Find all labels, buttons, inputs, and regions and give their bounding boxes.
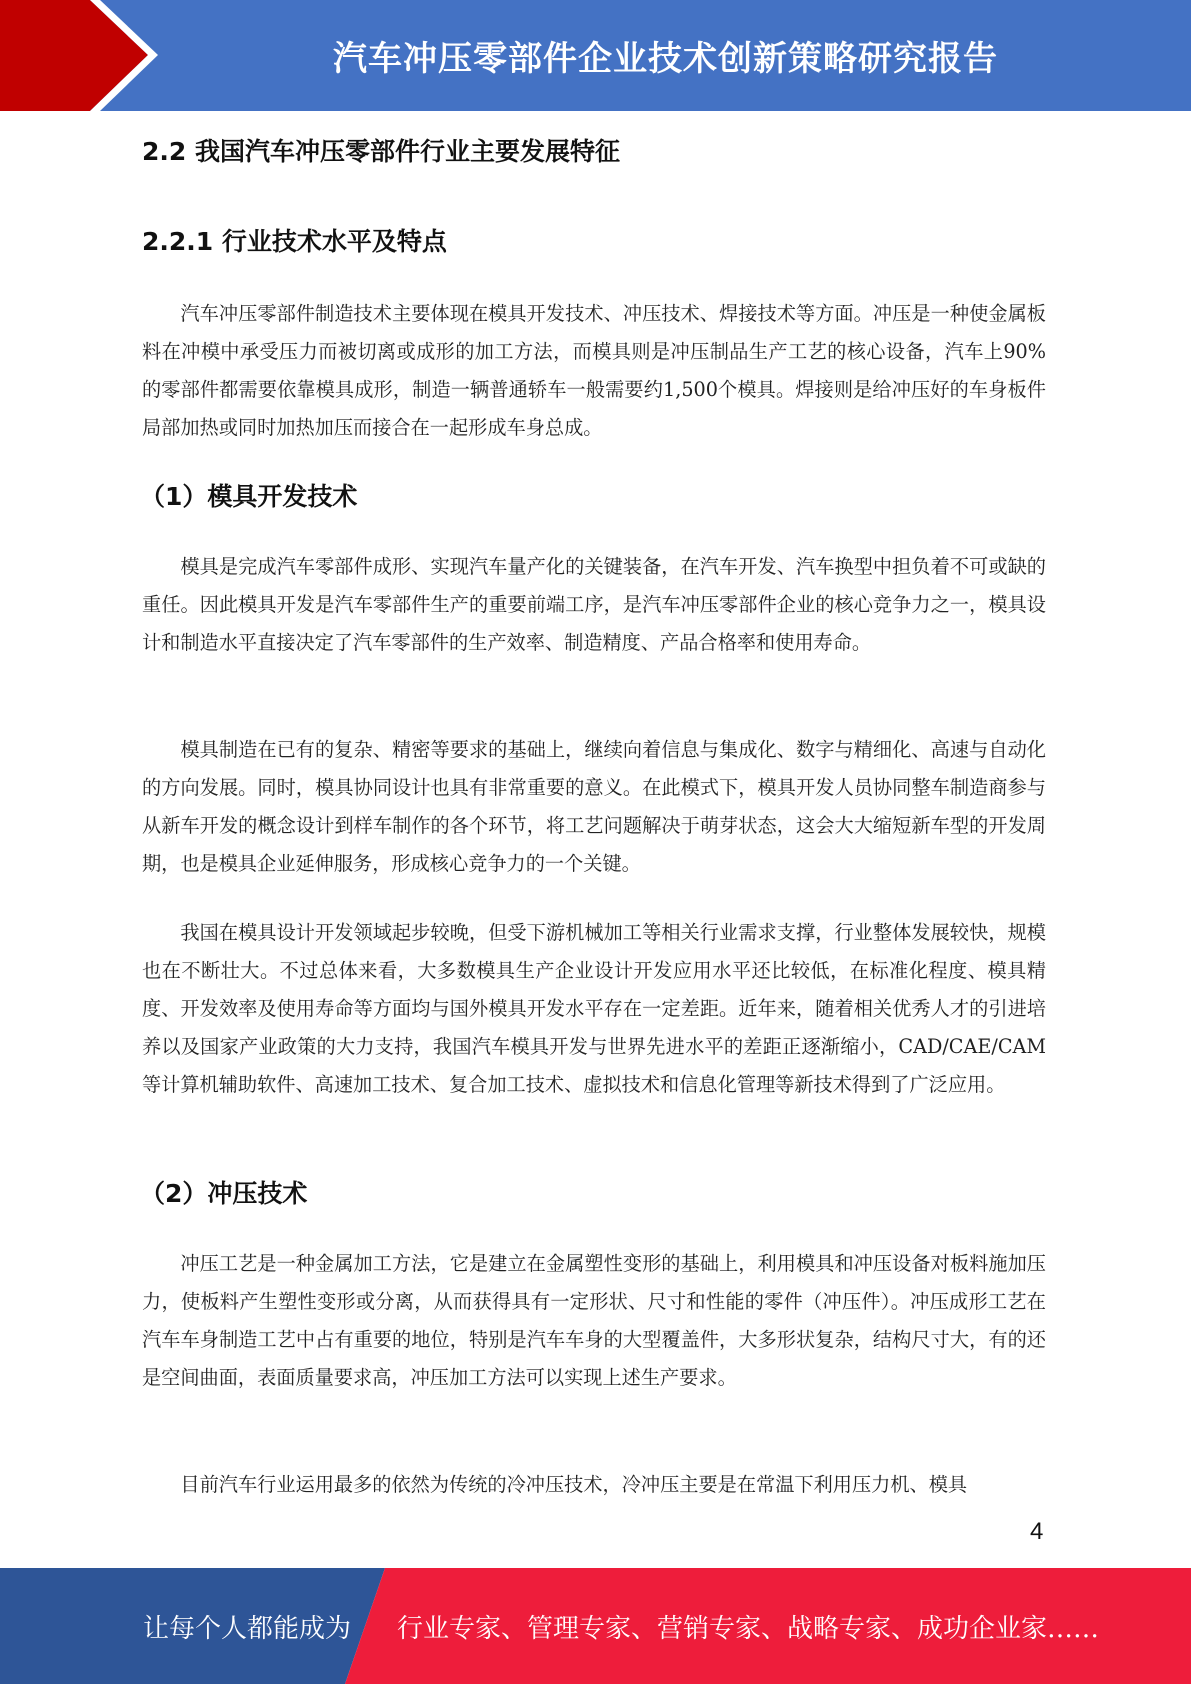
paragraph-intro: 汽车冲压零部件制造技术主要体现在模具开发技术、冲压技术、焊接技术等方面。冲压是一种使金属板料在冲模中承受压力而被切离或成形的加工方法，而模具则是冲压制品生产工艺的核心设备，汽车上90%的零部件都需要依靠模具成形，制造一辆普通轿车一般需要约1,500个模具。焊接则是给冲压好的车身板件局部加热或同时加热加压而接合在一起形成车身总成。 [142, 302, 1046, 439]
section-heading-2-2: 2.2 我国汽车冲压零部件行业主要发展特征 [142, 137, 620, 166]
paragraph-mold-3: 我国在模具设计开发领域起步较晚，但受下游机械加工等相关行业需求支撑，行业整体发展较快，规模也在不断壮大。不过总体来看，大多数模具生产企业设计开发应用水平还比较低，在标准化程度、模具精度、开发效率及使用寿命等方面均与国外模具开发水平存在一定差距。近年来，随着相关优秀人才的引进培养以及国家产业政策的大力支持，我国汽车模具开发与世界先进水平的差距正逐渐缩小，CAD/CAE/CAM等计算机辅助软件、高速加工技术、复合加工技术、虚拟技术和信息化管理等新技术得到了广泛应用。 [142, 921, 1046, 1096]
header-banner [0, 0, 1191, 111]
subheading-mold-development: （1）模具开发技术 [140, 482, 358, 511]
paragraph-stamping-2: 目前汽车行业运用最多的依然为传统的冷冲压技术，冷冲压主要是在常温下利用压力机、模具 [180, 1473, 968, 1496]
report-title: 汽车冲压零部件企业技术创新策略研究报告 [333, 39, 998, 79]
footer-slogan-right: 行业专家、管理专家、营销专家、战略专家、成功企业家…… [397, 1613, 1100, 1644]
section-heading-2-2-1: 2.2.1 行业技术水平及特点 [142, 227, 447, 256]
footer-slogan-left: 让每个人都能成为 [143, 1613, 352, 1644]
paragraph-stamping-1: 冲压工艺是一种金属加工方法，它是建立在金属塑性变形的基础上，利用模具和冲压设备对板料施加压力，使板料产生塑性变形或分离，从而获得具有一定形状、尺寸和性能的零件（冲压件）。冲压成形工艺在汽车车身制造工艺中占有重要的地位，特别是汽车车身的大型覆盖件，大多形状复杂，结构尺寸大，有的还是空间曲面，表面质量要求高，冲压加工方法可以实现上述生产要求。 [142, 1252, 1046, 1389]
page-number: 4 [1030, 1518, 1044, 1545]
paragraph-mold-1: 模具是完成汽车零部件成形、实现汽车量产化的关键装备，在汽车开发、汽车换型中担负着不可或缺的重任。因此模具开发是汽车零部件生产的重要前端工序，是汽车冲压零部件企业的核心竞争力之一，模具设计和制造水平直接决定了汽车零部件的生产效率、制造精度、产品合格率和使用寿命。 [142, 555, 1046, 654]
paragraph-mold-2: 模具制造在已有的复杂、精密等要求的基础上，继续向着信息与集成化、数字与精细化、高速与自动化的方向发展。同时，模具协同设计也具有非常重要的意义。在此模式下，模具开发人员协同整车制造商参与从新车开发的概念设计到样车制作的各个环节，将工艺问题解决于萌芽状态，这会大大缩短新车型的开发周期，也是模具企业延伸服务，形成核心竞争力的一个关键。 [142, 738, 1046, 875]
footer-banner [0, 1568, 1191, 1684]
subheading-stamping: （2）冲压技术 [140, 1179, 308, 1208]
